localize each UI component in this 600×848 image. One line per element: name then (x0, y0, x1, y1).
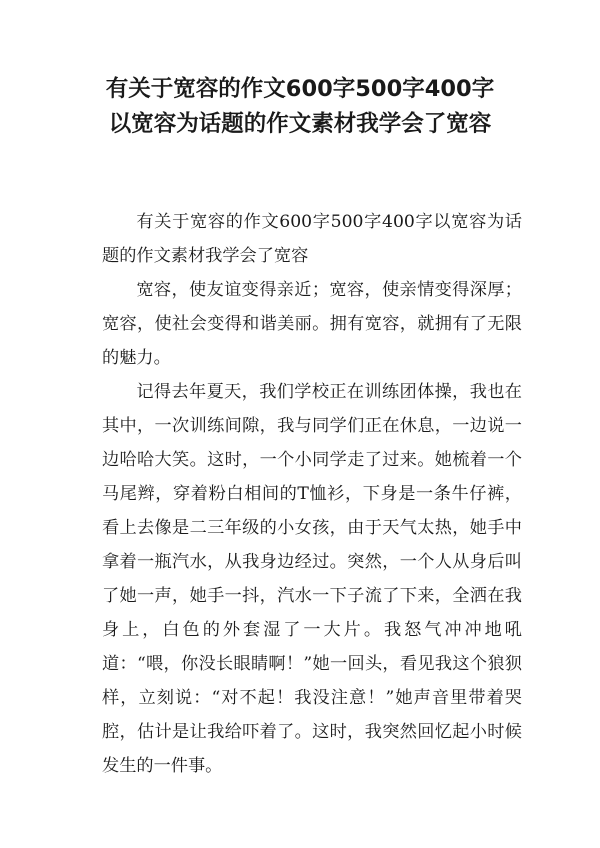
paragraph-3: 记得去年夏天，我们学校正在训练团体操，我也在其中，一次训练间隙，我与同学们正在休息，一边说一边哈哈大笑。这时，一个小同学走了过来。她梳着一个马尾辫，穿着粉白相间的T恤衫，下身是一条牛仔裤，看上去像是二三年级的小女孩，由于天气太热，她手中拿着一瓶汽水，从我身边经过。突然，一个人从身后叫了她一声，她手一抖，汽水一下子流了下来，全洒在我身上，白色的外套湿了一大片。我怒气冲冲地吼道：“喂，你没长眼睛啊！”她一回头，看见我这个狼狈样，立刻说：“对不起！我没注意！”她声音里带着哭腔，估计是让我给吓着了。这时，我突然回忆起小时候发生的一件事。 (102, 382, 522, 776)
document-title: 有关于宽容的作文600字500字400字以宽容为话题的作文素材我学会了宽容 (105, 76, 495, 137)
document-body (102, 205, 522, 783)
paragraph-1: 有关于宽容的作文600字500字400字以宽容为话题的作文素材我学会了宽容 (102, 212, 522, 266)
paragraph-2: 宽容，使友谊变得亲近；宽容，使亲情变得深厚；宽容，使社会变得和谐美丽。拥有宽容，就拥有了无限的魅力。 (102, 280, 522, 368)
